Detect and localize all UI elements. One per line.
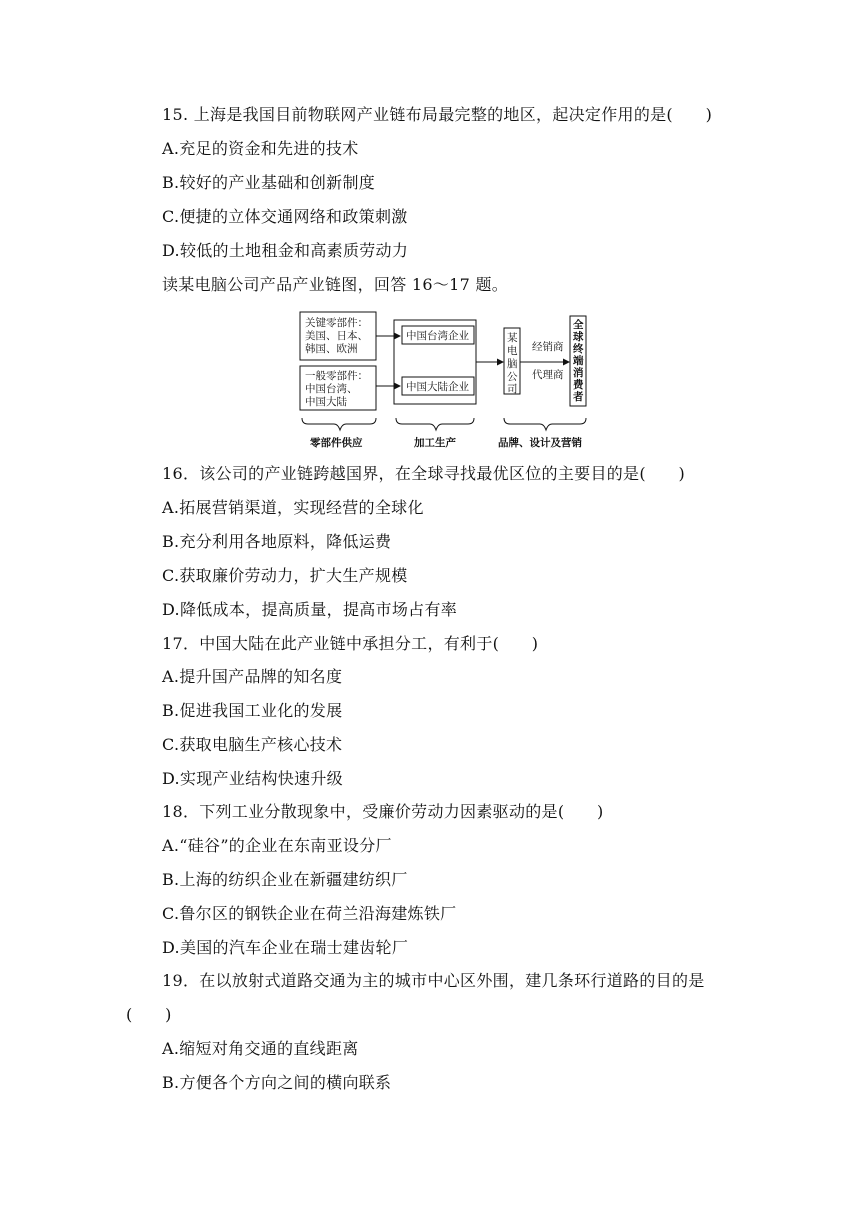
key-parts-line1: 关键零部件：	[305, 317, 368, 329]
industry-chain-diagram	[296, 306, 606, 452]
q18-option-a: A.“硅谷”的企业在东南亚设分厂	[162, 836, 392, 855]
q15-option-d: D.较低的土地租金和高素质劳动力	[162, 241, 409, 260]
distributor-label: 经销商	[532, 341, 564, 353]
q16-stem: 16．该公司的产业链跨越国界，在全球寻找最优区位的主要目的是( )	[162, 464, 686, 483]
q15-option-b: B.较好的产业基础和创新制度	[162, 173, 376, 192]
q17-stem: 17．中国大陆在此产业链中承担分工，有利于( )	[162, 634, 539, 653]
consumer-char-4: 端	[573, 355, 584, 367]
taiwan-enterprise-label: 中国台湾企业	[406, 330, 469, 342]
general-parts-line2: 中国台湾、	[305, 383, 358, 395]
general-parts-line3: 中国大陆	[305, 396, 347, 408]
general-parts-line1: 一般零部件：	[305, 370, 368, 382]
company-char-4: 公	[507, 371, 518, 383]
q17-option-b: B.促进我国工业化的发展	[162, 701, 343, 720]
brace-supply	[302, 418, 376, 430]
mainland-enterprise-label: 中国大陆企业	[406, 381, 469, 393]
label-supply: 零部件供应	[310, 437, 363, 449]
q16-option-b: B.充分利用各地原料，降低运费	[162, 532, 392, 551]
company-char-1: 某	[507, 332, 518, 344]
q16-option-d: D.降低成本，提高质量，提高市场占有率	[162, 600, 458, 619]
label-processing: 加工生产	[414, 437, 456, 449]
key-parts-line2: 美国、日本、	[305, 330, 368, 342]
q15-stem: 15. 上海是我国目前物联网产业链布局最完整的地区，起决定作用的是( )	[162, 105, 713, 124]
q18-option-d: D.美国的汽车企业在瑞士建齿轮厂	[162, 938, 409, 957]
brace-processing	[396, 418, 474, 430]
q17-option-c: C.获取电脑生产核心技术	[162, 735, 343, 754]
diagram-intro: 读某电脑公司产品产业链图，回答 16～17 题。	[162, 275, 509, 294]
label-brand: 品牌、设计及营销	[498, 437, 582, 449]
brace-brand	[504, 418, 586, 430]
key-parts-line3: 韩国、欧洲	[305, 343, 358, 355]
consumer-char-1: 全	[573, 319, 584, 331]
q17-option-a: A.提升国产品牌的知名度	[162, 667, 343, 686]
consumer-char-3: 终	[573, 343, 584, 355]
q15-option-c: C.便捷的立体交通网络和政策刺激	[162, 207, 408, 226]
company-char-5: 司	[507, 383, 518, 395]
consumer-char-5: 消	[573, 367, 584, 379]
q19-stem: 19．在以放射式道路交通为主的城市中心区外围，建几条环行道路的目的是	[162, 971, 705, 990]
company-char-2: 电	[507, 345, 518, 357]
q18-option-c: C.鲁尔区的钢铁企业在荷兰沿海建炼铁厂	[162, 904, 457, 923]
agent-label: 代理商	[532, 369, 564, 381]
q16-option-a: A.拓展营销渠道，实现经营的全球化	[162, 498, 424, 517]
q18-stem: 18．下列工业分散现象中，受廉价劳动力因素驱动的是( )	[162, 802, 604, 821]
company-char-3: 脑	[507, 358, 518, 370]
q17-option-d: D.实现产业结构快速升级	[162, 769, 343, 788]
q19-option-a: A.缩短对角交通的直线距离	[162, 1039, 359, 1058]
q16-option-c: C.获取廉价劳动力，扩大生产规模	[162, 566, 408, 585]
consumer-char-7: 者	[573, 391, 584, 403]
q15-option-a: A.充足的资金和先进的技术	[162, 139, 359, 158]
consumer-char-6: 费	[573, 379, 584, 391]
q19-option-b: B.方便各个方向之间的横向联系	[162, 1073, 392, 1092]
q18-option-b: B.上海的纺织企业在新疆建纺织厂	[162, 870, 408, 889]
q19-stem-continuation: ( )	[126, 1005, 172, 1024]
consumer-char-2: 球	[573, 331, 584, 343]
